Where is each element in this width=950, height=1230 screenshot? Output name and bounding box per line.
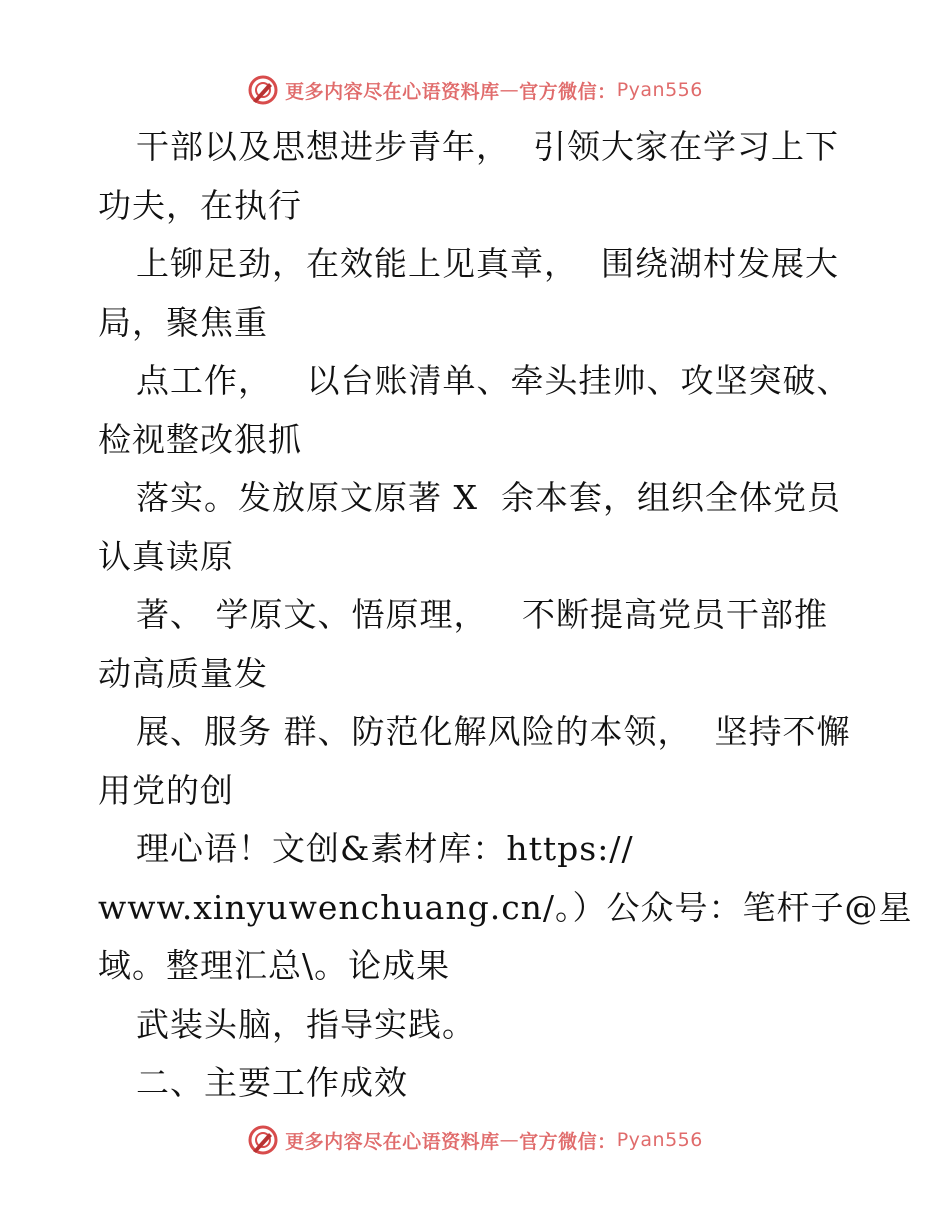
doc-line: 检视整改狠抓 [98,419,302,459]
watermark-brand: 更多内容尽在心语资料库 [285,80,500,103]
doc-line: 用党的创 [98,770,234,810]
pen-logo-icon [247,1124,279,1156]
watermark-dash: — [499,1129,520,1151]
doc-line: 动高质量发 [98,653,268,693]
doc-line: 认真读原 [98,536,234,576]
watermark-handle: Pyan556 [616,1129,703,1151]
pen-logo-icon [247,74,279,106]
doc-line: www.xinyuwenchuang.cn/。）公众号：笔杆子@星 [98,887,913,927]
header-watermark [0,70,950,110]
watermark-wechat-label: 官方微信： [519,80,617,103]
doc-line: 干部以及思想进步青年， 引领大家在学习上下 [136,127,839,166]
doc-line: 功夫，在执行 [98,185,302,225]
doc-line: 上铆足劲，在效能上见真章， 围绕湖村发展大 [136,244,839,283]
doc-line: 理心语！文创&素材库：https:// [136,829,634,868]
footer-watermark [0,1120,950,1160]
doc-line: 域。整理汇总\。论成果 [98,946,451,985]
document-body [98,118,913,1113]
watermark-wechat-label: 官方微信： [519,1130,617,1153]
watermark-dash: — [499,79,520,101]
doc-line: 落实。发放原文原著 X 余本套，组织全体党员 [136,478,841,517]
doc-line: 著、 学原文、悟原理， 不断提高党员干部推 [136,595,828,634]
doc-line: 展、服务 群、防范化解风险的本领， 坚持不懈 [136,712,851,751]
doc-line: 局，聚焦重 [98,302,268,342]
doc-line: 武装头脑，指导实践。 [136,1004,476,1044]
doc-line: 点工作， 以台账清单、牵头挂帅、攻坚突破、 [136,361,851,400]
watermark-brand: 更多内容尽在心语资料库 [285,1130,500,1153]
watermark-handle: Pyan556 [616,79,703,101]
section-heading: 二、主要工作成效 [136,1063,408,1102]
